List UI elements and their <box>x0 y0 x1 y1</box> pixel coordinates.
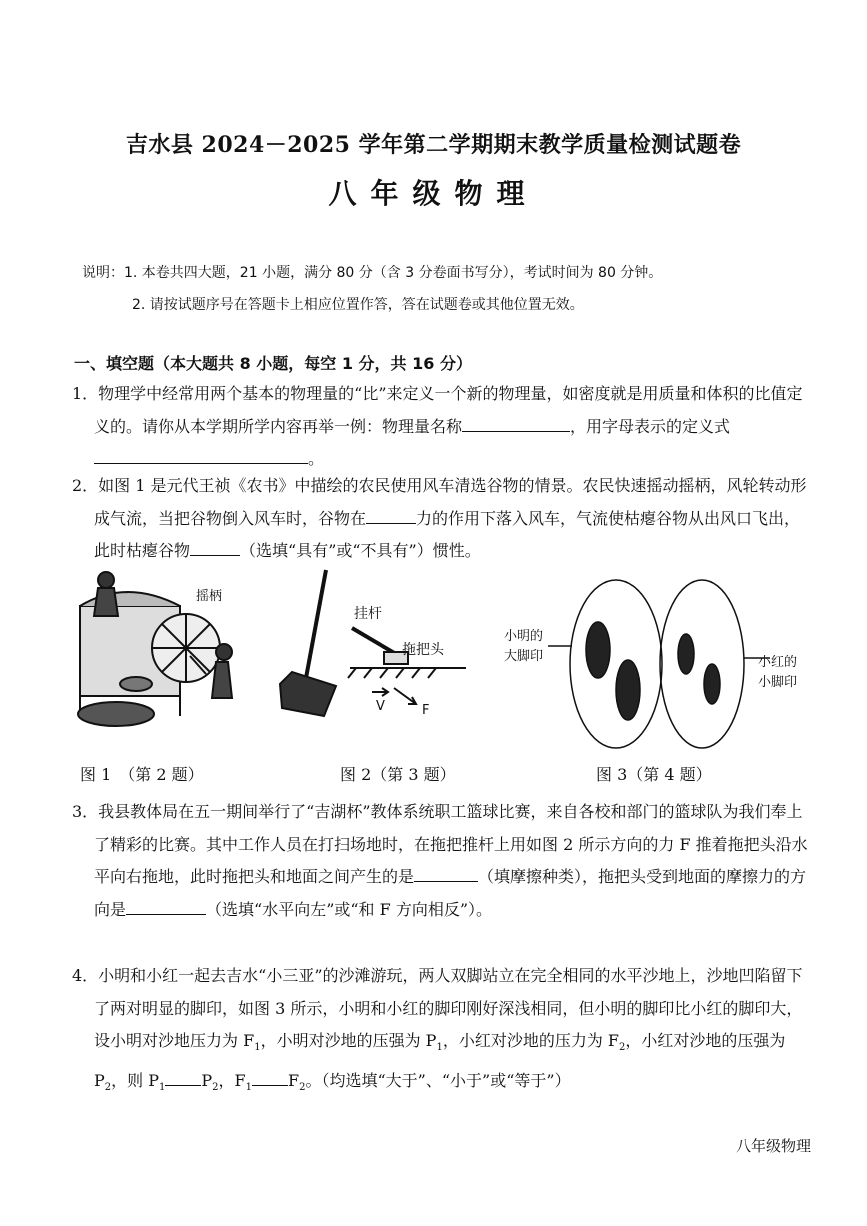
figure-2-label-velocity: V <box>376 699 385 714</box>
page-footer: 八年级物理 <box>735 1137 811 1155</box>
figure-1-label-handle: 摇柄 <box>196 589 223 604</box>
question-4 <box>72 960 812 1104</box>
subscript: 1 <box>254 1042 261 1054</box>
question-4-text-b: ，小明对沙地的压强为 P <box>260 1031 437 1050</box>
question-4-text-c: ，小红对沙地的压力为 F <box>442 1031 620 1050</box>
subscript: 2 <box>212 1081 219 1093</box>
subscript: 1 <box>436 1042 443 1054</box>
figure-3-label-left-1: 小明的 <box>504 629 544 644</box>
question-2-text-a: 2．如图 1 是元代王祯《农书》中描绘的农民使用风车清选谷物的情景。农民快速摇动摇柄，风轮转动形成气流，当把谷物倒入风车时，谷物在 <box>72 476 807 528</box>
figure-1-caption: 图 1 （第 2 题） <box>80 765 204 784</box>
subscript: 1 <box>159 1081 166 1093</box>
subscript: 2 <box>619 1042 626 1054</box>
page-title: 吉水县 2024－2025 学年第二学期期末教学质量检测试题卷 <box>125 132 742 158</box>
answer-blank[interactable] <box>190 537 240 556</box>
subscript: 2 <box>299 1081 306 1093</box>
question-2-text-c: （选填“具有”或“不具有”）惯性。 <box>240 541 481 560</box>
figure-3-caption: 图 3（第 4 题） <box>596 765 712 784</box>
answer-blank[interactable] <box>414 863 478 882</box>
question-4-text-a: 4．小明和小红一起去吉水“小三亚”的沙滩游玩，两人双脚站立在完全相同的水平沙地上，沙地凹陷留下了两对明显的脚印，如图 3 所示，小明和小红的脚印刚好深浅相同，但小明的脚印比小红的脚印大，设小明对沙地压力为 F <box>72 966 803 1050</box>
figure-3-label-right-2: 小脚印 <box>758 675 798 690</box>
question-4-text-d: ，小红对沙地的压强为 P <box>94 1031 786 1090</box>
answer-blank[interactable] <box>94 445 308 464</box>
question-3 <box>72 796 812 926</box>
figure-2-label-rod: 挂杆 <box>354 606 382 622</box>
question-3-text-c: （选填“水平向左”或“和 F 方向相反”）。 <box>206 899 493 919</box>
figure-2-mop <box>276 566 476 736</box>
subscript: 2 <box>104 1081 112 1093</box>
answer-blank[interactable] <box>462 413 570 432</box>
question-4-text-g: ，F <box>218 1070 246 1090</box>
figure-1-winnowing-machine <box>66 566 266 736</box>
question-4-text-h: F <box>288 1070 300 1090</box>
answer-blank[interactable] <box>366 505 416 524</box>
question-3-text-b: （填摩擦种类），拖把头受到地面的摩擦力的方向是 <box>94 867 807 919</box>
figure-2-caption: 图 2（第 3 题） <box>340 765 456 784</box>
figure-2-label-force: F <box>422 703 430 718</box>
question-4-text-f: P <box>201 1070 213 1090</box>
instruction-note-2: 2. 请按试题序号在答题卡上相应位置作答，答在试题卷或其他位置无效。 <box>132 297 584 313</box>
question-1 <box>72 378 812 476</box>
question-4-text-e: ，则 P <box>111 1070 159 1090</box>
question-1-text-b: ，用字母表示的定义式 <box>570 416 731 436</box>
page-subtitle: 八年级物理 <box>328 177 539 210</box>
answer-blank[interactable] <box>126 896 206 915</box>
figure-3-label-left-2: 大脚印 <box>504 649 544 664</box>
figure-2-label-head: 拖把头 <box>402 642 444 658</box>
instruction-note-1: 说明：1. 本卷共四大题，21 小题，满分 80 分（含 3 分卷面书写分），考试时间为 80 分钟。 <box>82 265 663 281</box>
section-heading: 一、填空题（本大题共 8 小题，每空 1 分，共 16 分） <box>74 354 472 373</box>
question-4-text-i: 。（均选填“大于”、“小于”或“等于”） <box>305 1070 571 1090</box>
question-2 <box>72 470 812 568</box>
answer-blank[interactable] <box>165 1067 201 1086</box>
subscript: 1 <box>245 1081 252 1093</box>
question-1-text-a: 1．物理学中经常用两个基本的物理量的“比”来定义一个新的物理量，如密度就是用质量和体积的比值定义的。请你从本学期所学内容再举一例：物理量名称 <box>72 384 803 436</box>
figure-3-footprints <box>502 576 808 762</box>
question-2-text-b: 力的作用下落入风车，气流使枯瘪谷物从出风口飞出，此时枯瘪谷物 <box>94 508 801 560</box>
answer-blank[interactable] <box>252 1067 288 1086</box>
figure-3-label-right-1: 小红的 <box>758 655 798 670</box>
question-1-text-c: 。 <box>308 449 325 468</box>
question-3-text-a: 3．我县教体局在五一期间举行了“吉湖杯”教体系统职工篮球比赛，来自各校和部门的篮球队为我们奉上了精彩的比赛。其中工作人员在打扫场地时，在拖把推杆上用如图 2 所示方向的力 F 推着拖把头沿水平向右拖地，此时拖把头和地面之间产生的是 <box>72 802 808 886</box>
